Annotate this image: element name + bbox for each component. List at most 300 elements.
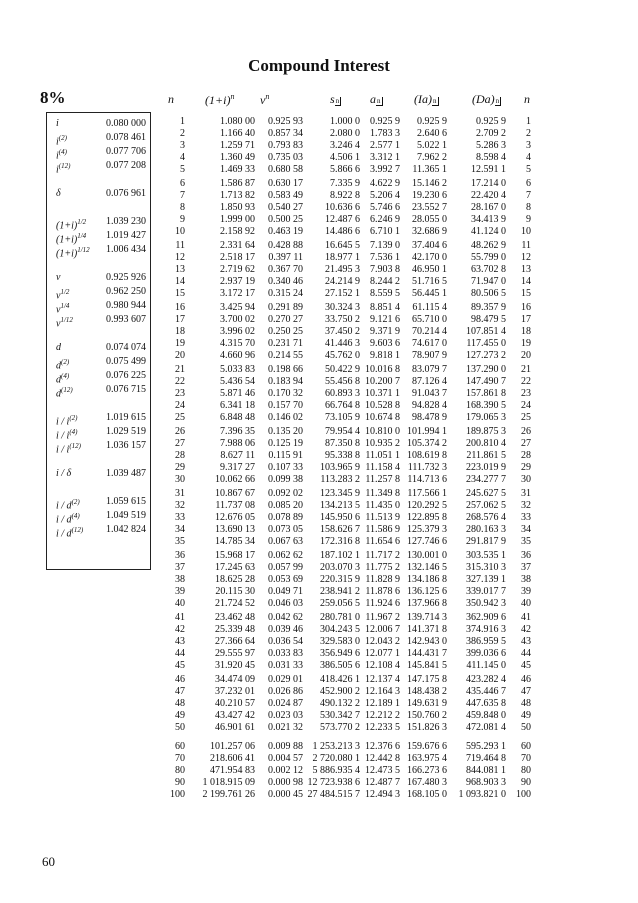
cell-n: 8 (180, 202, 185, 213)
cell-Ia: 7.962 2 (417, 152, 447, 163)
table-row (158, 710, 538, 722)
cell-accumulation: 6.848 48 (220, 412, 255, 423)
cell-Da: 117.455 0 (466, 338, 506, 349)
constant-label: i / δ (56, 468, 72, 479)
header-Da: (Da)n (472, 92, 500, 106)
table-row (158, 128, 538, 140)
table-row (158, 164, 538, 176)
constant-row (47, 271, 150, 285)
cell-Ia: 141.371 8 (407, 624, 447, 635)
constant-label: $d^{(2)}$ (56, 358, 70, 372)
cell-accumulation: 9.317 27 (220, 462, 255, 473)
cell-a: 12.487 7 (365, 777, 400, 788)
cell-Da: 245.627 5 (466, 488, 506, 499)
constant-row (47, 369, 150, 386)
constant-value: 1.049 519 (106, 510, 146, 521)
cell-n-right: 50 (521, 722, 531, 733)
constant-value: 1.019 615 (106, 412, 146, 423)
cell-n: 6 (180, 178, 185, 189)
constant-label: $v^{1/4}$ (56, 302, 70, 316)
cell-accumulation: 1 018.915 09 (202, 777, 255, 788)
cell-n-right: 3 (526, 140, 531, 151)
cell-discount: 0.397 11 (268, 252, 303, 263)
cell-accumulation: 7.396 35 (220, 426, 255, 437)
constant-value: 1.006 434 (106, 244, 146, 255)
header-n-right: n (524, 92, 530, 106)
cell-Da: 22.420 4 (471, 190, 506, 201)
cell-n: 1 (180, 116, 185, 127)
cell-s: 30.324 3 (325, 302, 360, 313)
cell-discount: 0.500 25 (268, 214, 303, 225)
constant-value: 1.036 157 (106, 440, 146, 451)
cell-s: 12.487 6 (325, 214, 360, 225)
cell-n-right: 49 (521, 710, 531, 721)
cell-Ia: 134.186 8 (407, 574, 447, 585)
cell-n-right: 4 (526, 152, 531, 163)
header-n-left: n (168, 92, 174, 106)
constant-row (47, 229, 150, 246)
cell-n: 31 (175, 488, 185, 499)
cell-Da: 127.273 2 (466, 350, 506, 361)
cell-discount: 0.026 86 (268, 686, 303, 697)
cell-n-right: 80 (521, 765, 531, 776)
constant-label: i / $d^{(2)}$ (56, 498, 80, 512)
cell-n-right: 41 (521, 612, 531, 623)
cell-s: 530.342 7 (320, 710, 360, 721)
constant-row (47, 467, 150, 481)
cell-accumulation: 13.690 13 (215, 524, 255, 535)
cell-Ia: 125.379 3 (407, 524, 447, 535)
cell-discount: 0.630 17 (268, 178, 303, 189)
cell-a: 11.717 2 (365, 550, 400, 561)
cell-discount: 0.107 33 (268, 462, 303, 473)
table-row (158, 152, 538, 164)
table-row (158, 612, 538, 624)
cell-discount: 0.073 05 (268, 524, 303, 535)
cell-Ia: 166.273 6 (407, 765, 447, 776)
cell-a: 12.137 4 (365, 674, 400, 685)
cell-Da: 211.861 5 (466, 450, 506, 461)
cell-accumulation: 27.366 64 (215, 636, 255, 647)
cell-accumulation: 10.062 66 (215, 474, 255, 485)
cell-a: 12.164 3 (365, 686, 400, 697)
cell-Ia: 37.404 6 (412, 240, 447, 251)
constant-label: i / $i^{(4)}$ (56, 428, 78, 442)
cell-n-right: 14 (521, 276, 531, 287)
cell-s: 10.636 6 (325, 202, 360, 213)
cell-a: 12.442 8 (365, 753, 400, 764)
constant-label: i / $d^{(12)}$ (56, 526, 84, 540)
constant-row (47, 509, 150, 526)
cell-s: 16.645 5 (325, 240, 360, 251)
table-row (158, 116, 538, 128)
table-row (158, 765, 538, 777)
cell-a: 10.371 1 (365, 388, 400, 399)
cell-n: 21 (175, 364, 185, 375)
cell-s: 37.450 2 (325, 326, 360, 337)
cell-n-right: 27 (521, 438, 531, 449)
cell-n: 11 (175, 240, 185, 251)
cell-accumulation: 29.555 97 (215, 648, 255, 659)
constant-label: i / $i^{(2)}$ (56, 414, 78, 428)
cell-n: 44 (175, 648, 185, 659)
table-row (158, 240, 538, 252)
cell-s: 60.893 3 (325, 388, 360, 399)
cell-Da: 447.635 8 (466, 698, 506, 709)
cell-a: 0.925 9 (370, 116, 400, 127)
constant-row (47, 523, 150, 540)
table-row (158, 660, 538, 672)
cell-n-right: 18 (521, 326, 531, 337)
cell-discount: 0.042 62 (268, 612, 303, 623)
table-row (158, 636, 538, 648)
cell-discount: 0.146 02 (268, 412, 303, 423)
cell-discount: 0.057 99 (268, 562, 303, 573)
cell-n-right: 8 (526, 202, 531, 213)
cell-s: 2 720.080 1 (312, 753, 360, 764)
cell-s: 280.781 0 (320, 612, 360, 623)
cell-s: 27.152 1 (325, 288, 360, 299)
constant-label: $(1+i)^{1/12}$ (56, 246, 90, 260)
cell-s: 7.335 9 (330, 178, 360, 189)
cell-Ia: 87.126 4 (412, 376, 447, 387)
cell-s: 45.762 0 (325, 350, 360, 361)
cell-Ia: 51.716 5 (412, 276, 447, 287)
cell-n: 38 (175, 574, 185, 585)
constant-row (47, 215, 150, 232)
constant-label: v (56, 272, 61, 283)
table-row (158, 338, 538, 350)
constant-label: i / $i^{(12)}$ (56, 442, 82, 456)
cell-Da: 291.817 9 (466, 536, 506, 547)
cell-discount: 0.250 25 (268, 326, 303, 337)
cell-n: 27 (175, 438, 185, 449)
cell-n-right: 35 (521, 536, 531, 547)
cell-Da: 423.282 4 (466, 674, 506, 685)
table-row-group (158, 612, 538, 672)
cell-n-right: 9 (526, 214, 531, 225)
cell-s: 50.422 9 (325, 364, 360, 375)
header-a: an (370, 92, 381, 106)
cell-accumulation: 218.606 41 (210, 753, 255, 764)
cell-discount: 0.793 83 (268, 140, 303, 151)
cell-discount: 0.078 89 (268, 512, 303, 523)
table-row (158, 450, 538, 462)
cell-accumulation: 2.937 19 (220, 276, 255, 287)
cell-a: 7.903 8 (370, 264, 400, 275)
cell-s: 172.316 8 (320, 536, 360, 547)
constant-value: 0.076 961 (106, 188, 146, 199)
cell-n-right: 33 (521, 512, 531, 523)
cell-n-right: 36 (521, 550, 531, 561)
table-row-group (158, 426, 538, 486)
cell-a: 10.674 8 (365, 412, 400, 423)
cell-Ia: 56.445 1 (412, 288, 447, 299)
cell-a: 12.006 7 (365, 624, 400, 635)
table-row-group (158, 240, 538, 300)
cell-n-right: 100 (516, 789, 531, 800)
cell-discount: 0.024 87 (268, 698, 303, 709)
cell-discount: 0.009 88 (268, 741, 303, 752)
cell-s: 1.000 0 (330, 116, 360, 127)
cell-Da: 844.081 1 (466, 765, 506, 776)
cell-accumulation: 5.436 54 (220, 376, 255, 387)
table-row-group (158, 364, 538, 424)
cell-accumulation: 471.954 83 (210, 765, 255, 776)
cell-n-right: 40 (521, 598, 531, 609)
cell-discount: 0.540 27 (268, 202, 303, 213)
constant-row (47, 145, 150, 162)
cell-Ia: 15.146 2 (412, 178, 447, 189)
cell-s: 21.495 3 (325, 264, 360, 275)
cell-Ia: 151.826 3 (407, 722, 447, 733)
cell-Da: 71.947 0 (471, 276, 506, 287)
cell-a: 12.077 1 (365, 648, 400, 659)
cell-s: 41.446 3 (325, 338, 360, 349)
cell-discount: 0.183 94 (268, 376, 303, 387)
cell-discount: 0.231 71 (268, 338, 303, 349)
cell-a: 12.233 5 (365, 722, 400, 733)
cell-Ia: 167.480 3 (407, 777, 447, 788)
cell-n: 39 (175, 586, 185, 597)
cell-Da: 8.598 4 (476, 152, 506, 163)
cell-discount: 0.000 45 (268, 789, 303, 800)
constant-label: δ (56, 188, 61, 199)
cell-Da: 55.799 0 (471, 252, 506, 263)
constant-value: 0.080 000 (106, 118, 146, 129)
constant-label: $i^{(4)}$ (56, 148, 67, 162)
cell-n: 7 (180, 190, 185, 201)
table-row (158, 536, 538, 548)
cell-accumulation: 15.968 17 (215, 550, 255, 561)
cell-a: 8.851 4 (370, 302, 400, 313)
cell-discount: 0.000 98 (268, 777, 303, 788)
cell-accumulation: 1.586 87 (220, 178, 255, 189)
cell-discount: 0.135 20 (268, 426, 303, 437)
cell-s: 203.070 3 (320, 562, 360, 573)
cell-accumulation: 2.719 62 (220, 264, 255, 275)
cell-Ia: 5.022 1 (417, 140, 447, 151)
table-row (158, 488, 538, 500)
table-row (158, 648, 538, 660)
cell-n: 100 (170, 789, 185, 800)
cell-a: 9.371 9 (370, 326, 400, 337)
cell-Ia: 28.055 0 (412, 214, 447, 225)
constant-row (47, 439, 150, 456)
table-row-group (158, 488, 538, 548)
cell-s: 452.900 2 (320, 686, 360, 697)
cell-discount: 0.857 34 (268, 128, 303, 139)
cell-a: 6.710 1 (370, 226, 400, 237)
cell-n: 43 (175, 636, 185, 647)
cell-a: 11.878 6 (365, 586, 400, 597)
cell-a: 12.212 2 (365, 710, 400, 721)
cell-Ia: 163.975 4 (407, 753, 447, 764)
cell-Da: 137.290 0 (466, 364, 506, 375)
constant-label: $d^{(12)}$ (56, 386, 73, 400)
cell-n-right: 24 (521, 400, 531, 411)
cell-a: 12.494 3 (365, 789, 400, 800)
cell-Ia: 101.994 1 (407, 426, 447, 437)
cell-s: 304.243 5 (320, 624, 360, 635)
cell-s: 5.866 6 (330, 164, 360, 175)
cell-Ia: 19.230 6 (412, 190, 447, 201)
cell-accumulation: 25.339 48 (215, 624, 255, 635)
cell-discount: 0.031 33 (268, 660, 303, 671)
table-row (158, 276, 538, 288)
constant-value: 1.019 427 (106, 230, 146, 241)
cell-Da: 28.167 0 (471, 202, 506, 213)
cell-s: 95.338 8 (325, 450, 360, 461)
cell-n-right: 7 (526, 190, 531, 201)
cell-s: 1 253.213 3 (312, 741, 360, 752)
cell-discount: 0.053 69 (268, 574, 303, 585)
constant-label: $i^{(12)}$ (56, 162, 71, 176)
constant-row (47, 425, 150, 442)
table-row (158, 288, 538, 300)
cell-Da: 374.916 3 (466, 624, 506, 635)
cell-discount: 0.049 71 (268, 586, 303, 597)
cell-Ia: 32.686 9 (412, 226, 447, 237)
cell-a: 5.746 6 (370, 202, 400, 213)
table-row (158, 252, 538, 264)
cell-n: 12 (175, 252, 185, 263)
cell-a: 11.654 6 (365, 536, 400, 547)
cell-n: 5 (180, 164, 185, 175)
constant-value: 0.962 250 (106, 286, 146, 297)
cell-discount: 0.367 70 (268, 264, 303, 275)
cell-a: 11.349 8 (365, 488, 400, 499)
cell-n: 25 (175, 412, 185, 423)
cell-n-right: 16 (521, 302, 531, 313)
cell-n-right: 21 (521, 364, 531, 375)
cell-n: 35 (175, 536, 185, 547)
cell-n: 20 (175, 350, 185, 361)
cell-Ia: 130.001 0 (407, 550, 447, 561)
cell-Ia: 145.841 5 (407, 660, 447, 671)
cell-n-right: 19 (521, 338, 531, 349)
cell-n-right: 5 (526, 164, 531, 175)
cell-n-right: 11 (521, 240, 531, 251)
cell-Ia: 120.292 5 (407, 500, 447, 511)
cell-a: 10.935 2 (365, 438, 400, 449)
table-row (158, 326, 538, 338)
cell-discount: 0.735 03 (268, 152, 303, 163)
cell-n-right: 15 (521, 288, 531, 299)
cell-n-right: 28 (521, 450, 531, 461)
cell-n: 70 (175, 753, 185, 764)
cell-Da: 719.464 8 (466, 753, 506, 764)
constant-value: 1.059 615 (106, 496, 146, 507)
cell-n-right: 1 (526, 116, 531, 127)
cell-Da: 89.357 9 (471, 302, 506, 313)
cell-n-right: 6 (526, 178, 531, 189)
constant-row (47, 495, 150, 512)
cell-n-right: 42 (521, 624, 531, 635)
cell-n: 45 (175, 660, 185, 671)
cell-a: 4.622 9 (370, 178, 400, 189)
table-row (158, 789, 538, 801)
cell-n-right: 26 (521, 426, 531, 437)
cell-Da: 280.163 3 (466, 524, 506, 535)
cell-accumulation: 5.033 83 (220, 364, 255, 375)
cell-accumulation: 4.315 70 (220, 338, 255, 349)
cell-Da: 200.810 4 (466, 438, 506, 449)
cell-Ia: 117.566 1 (407, 488, 447, 499)
cell-s: 238.941 2 (320, 586, 360, 597)
cell-Ia: 139.714 3 (407, 612, 447, 623)
cell-Ia: 83.079 7 (412, 364, 447, 375)
cell-s: 2.080 0 (330, 128, 360, 139)
cell-s: 145.950 6 (320, 512, 360, 523)
cell-Da: 411.145 0 (466, 660, 506, 671)
cell-n: 9 (180, 214, 185, 225)
cell-accumulation: 8.627 11 (220, 450, 255, 461)
cell-accumulation: 43.427 42 (215, 710, 255, 721)
cell-Da: 80.506 5 (471, 288, 506, 299)
table-row (158, 302, 538, 314)
cell-accumulation: 1.080 00 (220, 116, 255, 127)
cell-Ia: 23.552 7 (412, 202, 447, 213)
cell-n-right: 23 (521, 388, 531, 399)
cell-accumulation: 46.901 61 (215, 722, 255, 733)
cell-discount: 0.085 20 (268, 500, 303, 511)
cell-discount: 0.036 54 (268, 636, 303, 647)
cell-discount: 0.092 02 (268, 488, 303, 499)
constant-label: $v^{1/12}$ (56, 316, 73, 330)
cell-accumulation: 20.115 30 (215, 586, 255, 597)
cell-n: 36 (175, 550, 185, 561)
cell-Ia: 114.713 6 (407, 474, 447, 485)
cell-n: 10 (175, 226, 185, 237)
cell-Da: 315.310 3 (466, 562, 506, 573)
cell-n-right: 32 (521, 500, 531, 511)
cell-n-right: 13 (521, 264, 531, 275)
table-row (158, 722, 538, 734)
cell-n: 14 (175, 276, 185, 287)
cell-s: 33.750 2 (325, 314, 360, 325)
cell-accumulation: 17.245 63 (215, 562, 255, 573)
table-row (158, 388, 538, 400)
cell-a: 11.586 9 (365, 524, 400, 535)
cell-accumulation: 1.713 82 (220, 190, 255, 201)
cell-a: 12.376 6 (365, 741, 400, 752)
cell-accumulation: 12.676 05 (215, 512, 255, 523)
cell-s: 187.102 1 (320, 550, 360, 561)
cell-Da: 459.848 0 (466, 710, 506, 721)
table-row (158, 753, 538, 765)
cell-a: 11.158 4 (365, 462, 400, 473)
cell-a: 3.312 1 (370, 152, 400, 163)
cell-Da: 327.139 1 (466, 574, 506, 585)
cell-Da: 350.942 3 (466, 598, 506, 609)
cell-s: 8.922 8 (330, 190, 360, 201)
constant-row (47, 285, 150, 302)
cell-s: 490.132 2 (320, 698, 360, 709)
cell-n: 40 (175, 598, 185, 609)
constant-row (47, 383, 150, 400)
table-row (158, 674, 538, 686)
cell-n: 24 (175, 400, 185, 411)
constant-row (47, 117, 150, 131)
cell-a: 11.967 2 (365, 612, 400, 623)
cell-discount: 0.002 12 (268, 765, 303, 776)
cell-a: 11.828 9 (365, 574, 400, 585)
cell-Da: 2.709 2 (476, 128, 506, 139)
cell-s: 113.283 2 (320, 474, 360, 485)
cell-Ia: 105.374 2 (407, 438, 447, 449)
constant-row (47, 187, 150, 201)
